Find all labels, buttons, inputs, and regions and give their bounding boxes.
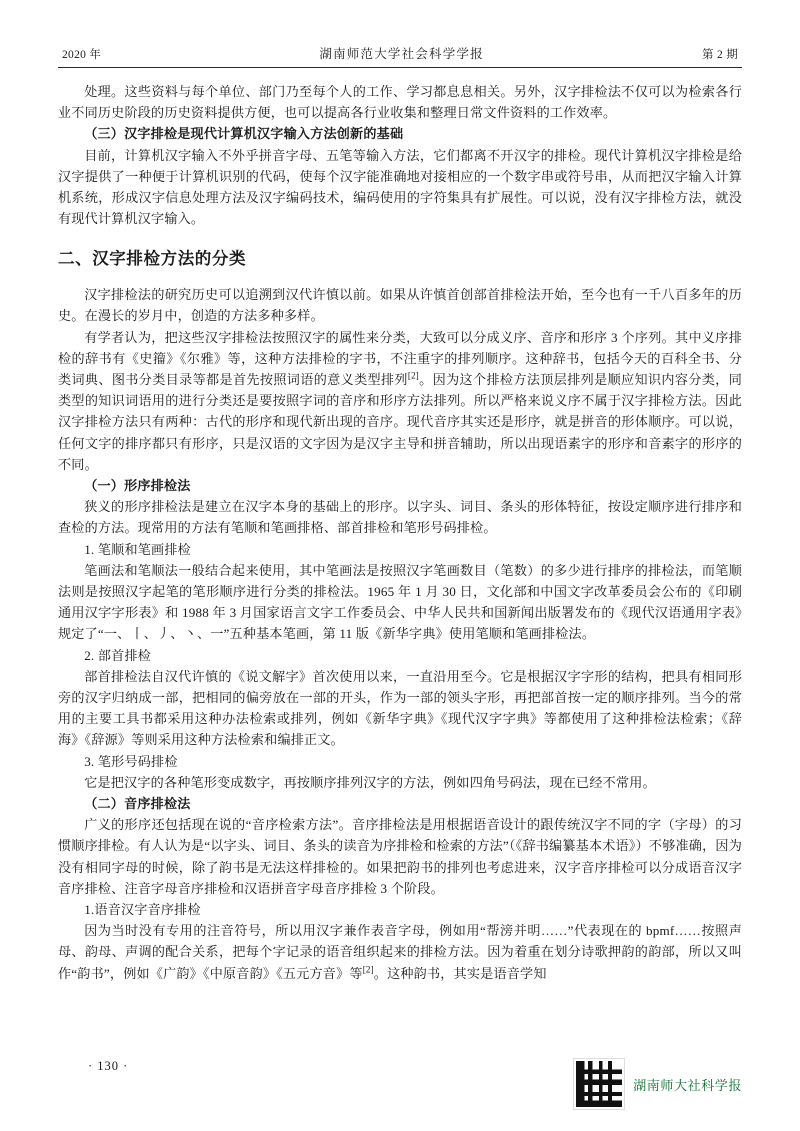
paragraph: 有学者认为，把这些汉字排检法按照汉字的属性来分类，大致可以分成义序、音序和形序 3 个序列。其中义序排检的辞书有《史籀》《尔雅》等，这种方法排检的字书，不注重字的排列顺序。这种辞书，包括今天的百科全书、分类词典、图书分类目录等都是首先按照词语的意义类型排列[2]。因为这个排检方法顶层排列是顺应知识内容分类，同类型的知识词语用的进行分类还是要按照字词的音序和形序方法排列。所以严格来说义序不属于汉字排检方法。因此汉字排检方法只有两种：古代的形序和现代新出现的音序。现代音序其实还是形序，就是拼音的形体顺序。可以说，任何文字的排序都只有形序，只是汉语的文字因为是汉字主导和拼音辅助，所以出现语素字的形序和音素字的形序的不同。 bbox=[58, 329, 742, 472]
paragraph: 汉字排检法的研究历史可以追溯到汉代许慎以前。如果从许慎首创部首排检法开始，至今也有一千八百多年的历史。在漫长的岁月中，创造的方法多种多样。 bbox=[58, 287, 742, 324]
running-head-issue: 第 2 期 bbox=[702, 49, 738, 61]
paragraph: 广义的形序还包括现在说的“音序检索方法”。音序排检法是用根据语音设计的跟传统汉字不同的字（字母）的习惯顺序排检。有人认为是“以字头、词目、条头的读音为序排检和检索的方法”（《辞书编纂基本术语》）不够准确，因为没有相同字母的时候，除了韵书是无法这样排检的。如果把韵书的排列也考虑进来，汉字音序排检可以分成语音汉字音序排检、注音字母音序排检和汉语拼音字母音序排检 3 个阶段。 bbox=[58, 817, 742, 896]
sub-heading: （一）形序排检法 bbox=[84, 477, 191, 493]
running-head-year: 2020 年 bbox=[62, 49, 102, 61]
paragraph: 处理。这些资料与每个单位、部门乃至每个人的工作、学习都息息相关。另外，汉字排检法不仅可以为检索各行业不同历史阶段的历史资料提供方便，也可以提高各行业收集和整理日常文件资料的工作效率。 bbox=[58, 84, 742, 121]
paragraph: 狭义的形序排检法是建立在汉字本身的基础上的形序。以字头、词目、条头的形体特征，按设定顺序进行排序和查检的方法。现常用的方法有笔顺和笔画排格、部首排检和笔形号码排检。 bbox=[58, 499, 742, 536]
paragraph: 2. 部首排检 bbox=[84, 647, 152, 663]
qr-block bbox=[574, 1059, 742, 1109]
paragraph: 3. 笔形号码排检 bbox=[84, 753, 178, 769]
page-number: · 130 · bbox=[88, 1059, 129, 1073]
sub-heading: （三）汉字排检是现代计算机汉字输入方法创新的基础 bbox=[84, 126, 404, 142]
header-divider bbox=[58, 67, 742, 68]
paragraph: 笔画法和笔顺法一般结合起来使用，其中笔画法是按照汉字笔画数目（笔数）的多少进行排序的排检法，而笔顺法则是按照汉字起笔的笔形顺序进行分类的排检法。1965 年 1 月 30 日，文化部和中国文字改革委员会公布的《印刷通用汉字字形表》和 1988 年 3 月国家语言文字工作委员会、中华人民共和国新闻出版署发布的《现代汉语通用字表》规定了“一、丨、丿、丶、一”五种基本笔画，第 11 版《新华字典》使用笔顺和笔画排检法。 bbox=[58, 562, 742, 642]
paragraph: 1.语音汉字音序排检 bbox=[84, 902, 201, 918]
paragraph: 部首排检法自汉代许慎的《说文解字》首次使用以来，一直沿用至今。它是根据汉字字形的结构，把具有相同形旁的汉字归纳成一部，把相同的偏旁放在一部的开头，作为一部的领头字形，再把部首按一定的顺序排列。当今的常用的主要工具书都采用这种办法检索或排列，例如《新华字典》《现代汉字字典》等都使用了这种排检法检索；《辞海》《辞源》等则采用这种方法检索和编排正文。 bbox=[58, 668, 742, 748]
paragraph: 因为当时没有专用的注音符号，所以用汉字兼作表音字母，例如用“帮滂并明……”代表现在的 bpmf……按照声母、韵母、声调的配合关系，把每个字记录的语音组织起来的排检方法。因为着重在划分诗歌押韵的韵部，所以又叫作“韵书”，例如《广韵》《中原音韵》《五元方音》等[2]。这种韵书，其实是语音学知 bbox=[58, 923, 742, 981]
article-body bbox=[58, 81, 742, 984]
section-heading: 二、汉字排检方法的分类 bbox=[58, 250, 247, 269]
running-head bbox=[58, 44, 742, 67]
sub-heading: （二）音序排检法 bbox=[84, 796, 191, 812]
qr-code-icon bbox=[574, 1059, 624, 1109]
paragraph: 1. 笔顺和笔画排检 bbox=[84, 541, 191, 557]
paragraph: 目前，计算机汉字输入不外乎拼音字母、五笔等输入方法，它们都离不开汉字的排检。现代计算机汉字排检是给汉字提供了一种便于计算机识别的代码，使每个汉字能准确地对接相应的一个数字串或符号串，从而把汉字输入计算机系统，形成汉字信息处理方法及汉字编码技术，编码使用的字符集具有扩展性。可以说，没有汉字排检方法，就没有现代计算机汉字输入。 bbox=[58, 147, 742, 227]
paragraph: 它是把汉字的各种笔形变成数字，再按顺序排列汉字的方法，例如四角号码法，现在已经不常用。 bbox=[84, 774, 656, 790]
running-head-journal-title: 湖南师范大学社会科学学报 bbox=[319, 47, 484, 61]
qr-label: 湖南师大社科学报 bbox=[633, 1077, 742, 1093]
